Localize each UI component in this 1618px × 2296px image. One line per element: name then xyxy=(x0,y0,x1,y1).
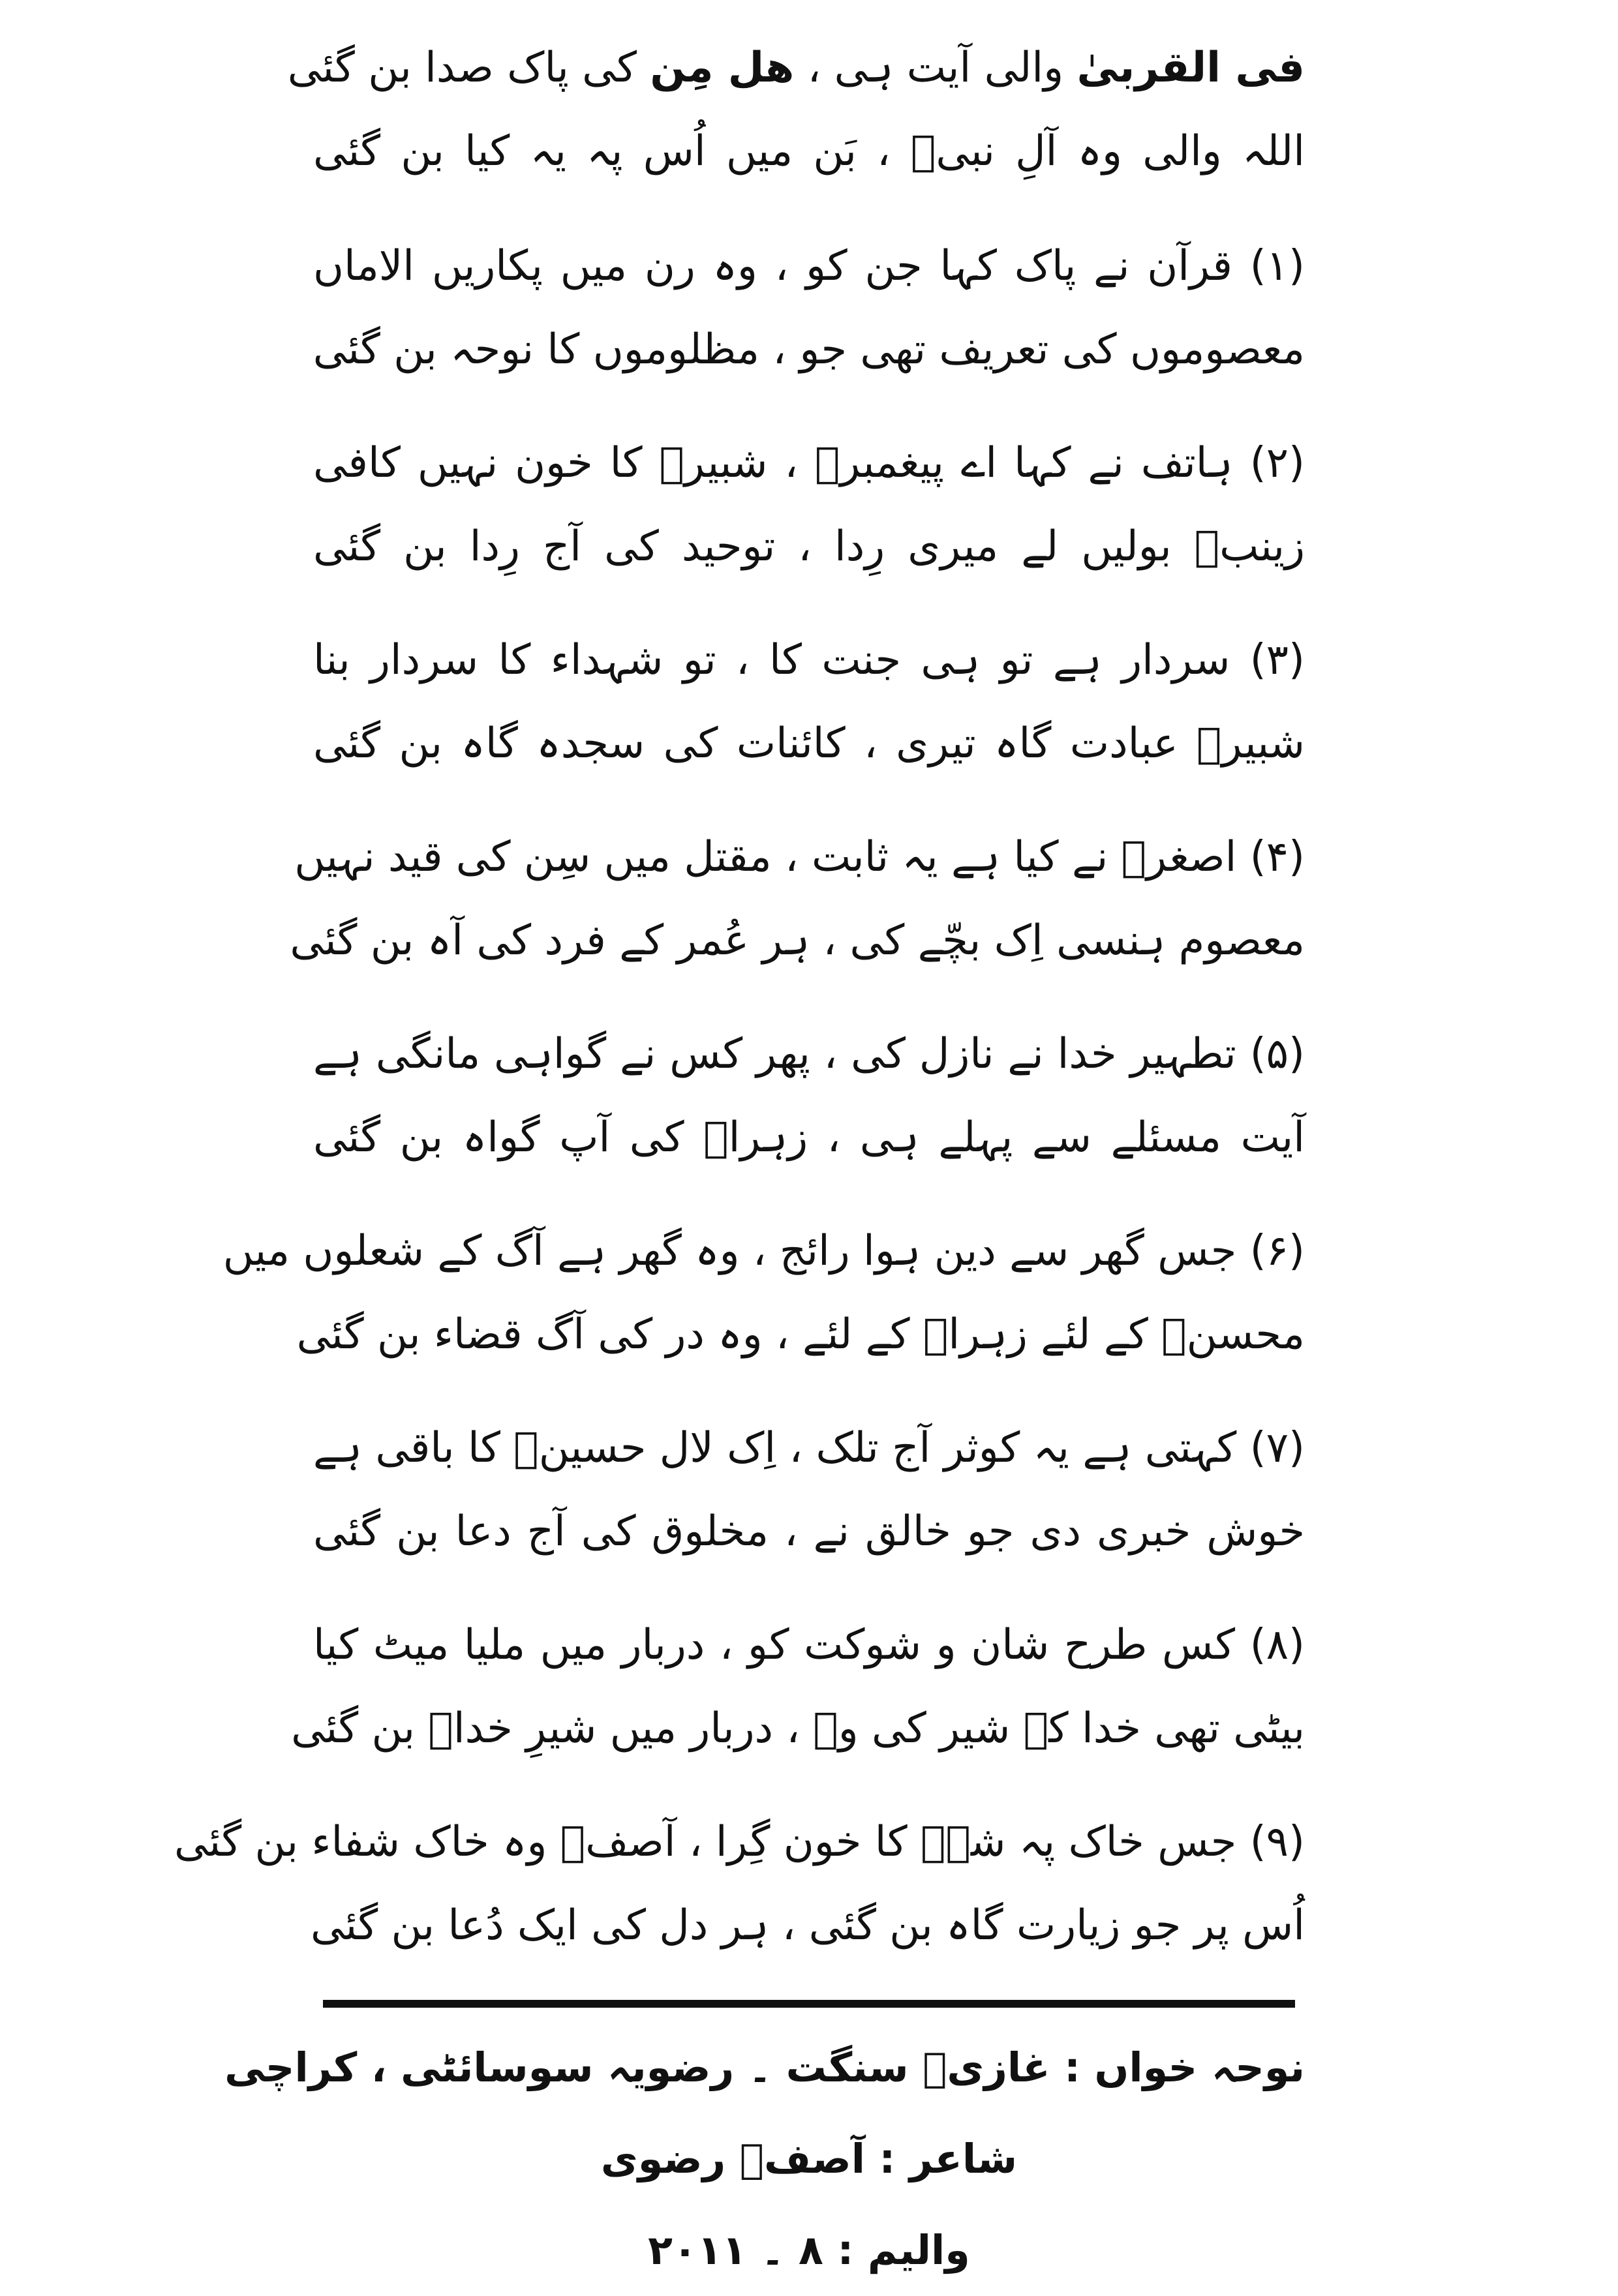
stanza-line: (۱) قرآن نے پاک کہا جن کو ، وہ رن میں پکاریں الاماں xyxy=(313,242,1305,290)
stanza-line: محسنؑ کے لئے زہراؑ کے لئے ، وہ در کی آگ قضاء بن گئی xyxy=(296,1310,1305,1359)
stanza-line: اُس پر جو زیارت گاہ بن گئی ، ہر دل کی ایک دُعا بن گئی xyxy=(311,1901,1305,1950)
volume-credit: والیم : ۸ ۔ ۲۰۱۱ xyxy=(648,2226,970,2274)
stanza-line: بیٹی تھی خدا کے شیر کی وہ ، دربار میں شیرِ خداؑ بن گئی xyxy=(291,1704,1305,1753)
stanza-8 xyxy=(291,1603,1305,1770)
divider-rule xyxy=(323,2000,1295,2008)
reciter-credit: نوحہ خواں : غازیؑ سنگت ۔ رضویہ سوسائٹی ، کراچی xyxy=(224,2044,1305,2091)
refrain-bold-phrase: ھل مِن xyxy=(650,44,795,92)
stanza-line: آیت مسئلے سے پہلے ہی ، زہراؑ کی آپ گواہ بن گئی xyxy=(313,1113,1305,1162)
refrain xyxy=(287,26,1305,193)
stanza-line: خوش خبری دی جو خالق نے ، مخلوق کی آج دعا بن گئی xyxy=(313,1507,1305,1556)
stanza-6 xyxy=(222,1209,1305,1376)
stanza-line: (۷) کہتی ہے یہ کوثر آج تلک ، اِک لال حسینؑ کا باقی ہے xyxy=(313,1424,1305,1472)
stanza-2 xyxy=(313,421,1305,588)
stanza-1 xyxy=(313,224,1305,391)
stanza-3 xyxy=(313,618,1305,785)
stanza-line: (۹) جس خاک پہ شہؑ کا خون گِرا ، آصفؔ وہ خاک شفاء بن گئی xyxy=(174,1818,1305,1866)
stanza-4 xyxy=(290,815,1305,982)
stanza-line: معصوم ہنسی اِک بچّے کی ، ہر عُمر کے فرد کی آہ بن گئی xyxy=(290,916,1305,965)
stanza-9 xyxy=(174,1800,1305,1967)
stanza-line: (۸) کس طرح شان و شوکت کو ، دربار میں ملیا میٹ کیا xyxy=(313,1621,1305,1669)
stanza-line: (۵) تطہیر خدا نے نازل کی ، پھر کس نے گواہی مانگی ہے xyxy=(313,1030,1305,1078)
stanza-7 xyxy=(313,1406,1305,1573)
refrain-line-1 xyxy=(287,26,1305,110)
stanza-line: زینبؑ بولیں لے میری رِدا ، توحید کی آج رِدا بن گئی xyxy=(313,522,1305,571)
stanza-line: شبیرؑ عبادت گاہ تیری ، کائنات کی سجدہ گاہ بن گئی xyxy=(313,719,1305,768)
nauha-text xyxy=(174,26,1305,1997)
poet-credit: شاعر : آصفؔ رضوی xyxy=(600,2135,1018,2183)
refrain-line-2: اللہ والی وہ آلِ نبیؐ ، بَن میں اُس پہ یہ کیا بن گئی xyxy=(313,127,1305,175)
refrain-lead-phrase: فی القربیٰ xyxy=(1076,44,1305,92)
stanza-line: معصوموں کی تعریف تھی جو ، مظلوموں کا نوحہ بن گئی xyxy=(313,325,1305,374)
stanza-5 xyxy=(313,1012,1305,1179)
stanza-line: (۳) سردار ہے تو ہی جنت کا ، تو شہداء کا سردار بنا xyxy=(313,636,1305,684)
refrain-middle: والی آیت ہی ، xyxy=(794,44,1077,92)
stanza-line: (۶) جس گھر سے دین ہوا رائج ، وہ گھر ہے آگ کے شعلوں میں xyxy=(222,1227,1305,1275)
credits xyxy=(224,2022,1305,2296)
refrain-end: کی پاک صدا بن گئی xyxy=(287,44,650,92)
stanza-line: (۲) ہاتف نے کہا اے پیغمبرؐ ، شبیرؑ کا خون نہیں کافی xyxy=(313,439,1305,487)
stanza-line: (۴) اصغرؑ نے کیا ہے یہ ثابت ، مقتل میں سِن کی قید نہیں xyxy=(294,833,1305,881)
